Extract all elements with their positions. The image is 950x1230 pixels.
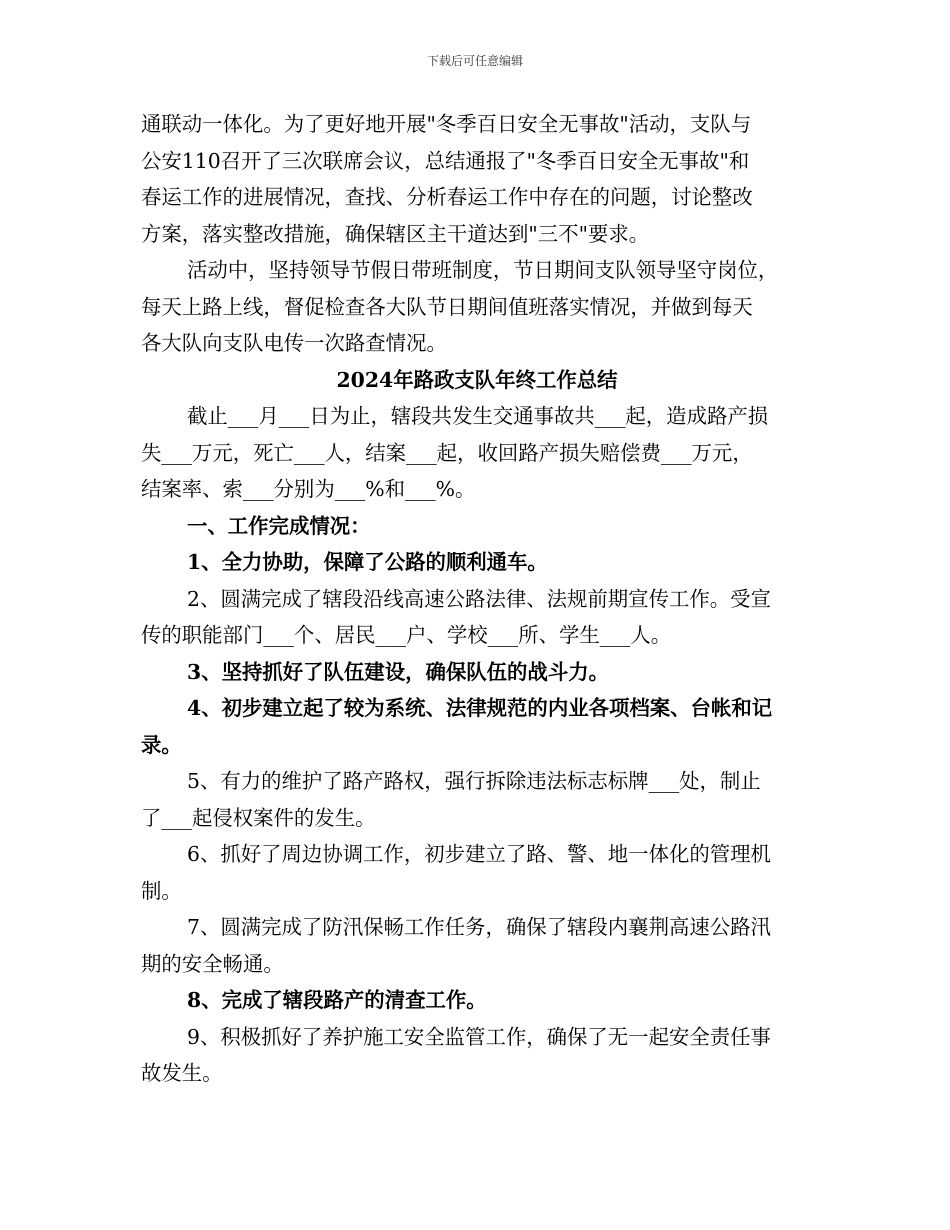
list-item: 9、积极抓好了养护施工安全监管工作，确保了无一起安全责任事 [187,1024,771,1049]
page-header: 下载后可任意编辑 [426,54,523,68]
list-item-heading: 4、初步建立起了较为系统、法律规范的内业各项档案、台帐和记 [187,696,773,720]
paragraph-line: 各大队向支队电传一次路查情况。 [141,331,447,355]
list-item-continuation: 期的安全畅通。 [141,951,284,976]
list-item: 6、抓好了周边协调工作，初步建立了路、警、地一体化的管理机 [187,842,771,866]
list-item-continuation: 录。 [141,732,182,757]
list-item: 2、圆满完成了辖段沿线高速公路法律、法规前期宣传工作。受宣 [187,586,771,611]
list-item-heading: 1、全力协助，保障了公路的顺利通车。 [187,550,548,574]
section-heading: 一、工作完成情况： [187,513,371,538]
list-item-continuation: 传的职能部门___个、居民___户、学校___所、学生___人。 [141,623,672,647]
list-item: 7、圆满完成了防汛保畅工作任务，确保了辖段内襄荆高速公路汛 [187,915,771,939]
paragraph-line: 结案率、索___分别为___%和___%。 [141,477,476,501]
paragraph-line: 公安110召开了三次联席会议，总结通报了"冬季百日安全无事故"和 [141,148,750,173]
list-item-continuation: 了___起侵权案件的发生。 [141,805,376,830]
document-body [141,106,813,1092]
list-item-heading: 3、坚持抓好了队伍建设，确保队伍的战斗力。 [187,659,609,684]
list-item: 5、有力的维护了路产路权，强行拆除违法标志标牌___处，制止 [187,769,761,793]
list-item-continuation: 故发生。 [141,1061,223,1085]
list-item-heading: 8、完成了辖段路产的清查工作。 [187,988,487,1012]
document-title: 2024年路政支队年终工作总结 [336,367,618,392]
paragraph-line: 失___万元，死亡___人，结案___起，收回路产损失赔偿费___万元， [141,440,753,465]
paragraph-line: 活动中，坚持领导节假日带班制度，节日期间支队领导坚守岗位， [187,258,779,282]
paragraph-line: 方案，落实整改措施，确保辖区主干道达到"三不"要求。 [141,221,650,246]
list-item-continuation: 制。 [141,878,182,903]
paragraph-line: 通联动一体化。为了更好地开展"冬季百日安全无事故"活动，支队与 [141,112,752,136]
paragraph-line: 每天上路上线，督促检查各大队节日期间值班落实情况，并做到每天 [141,294,753,319]
paragraph-line: 截止___月___日为止，辖段共发生交通事故共___起，造成路产损 [187,404,769,428]
paragraph-line: 春运工作的进展情况，查找、分析春运工作中存在的问题，讨论整改 [141,185,753,209]
